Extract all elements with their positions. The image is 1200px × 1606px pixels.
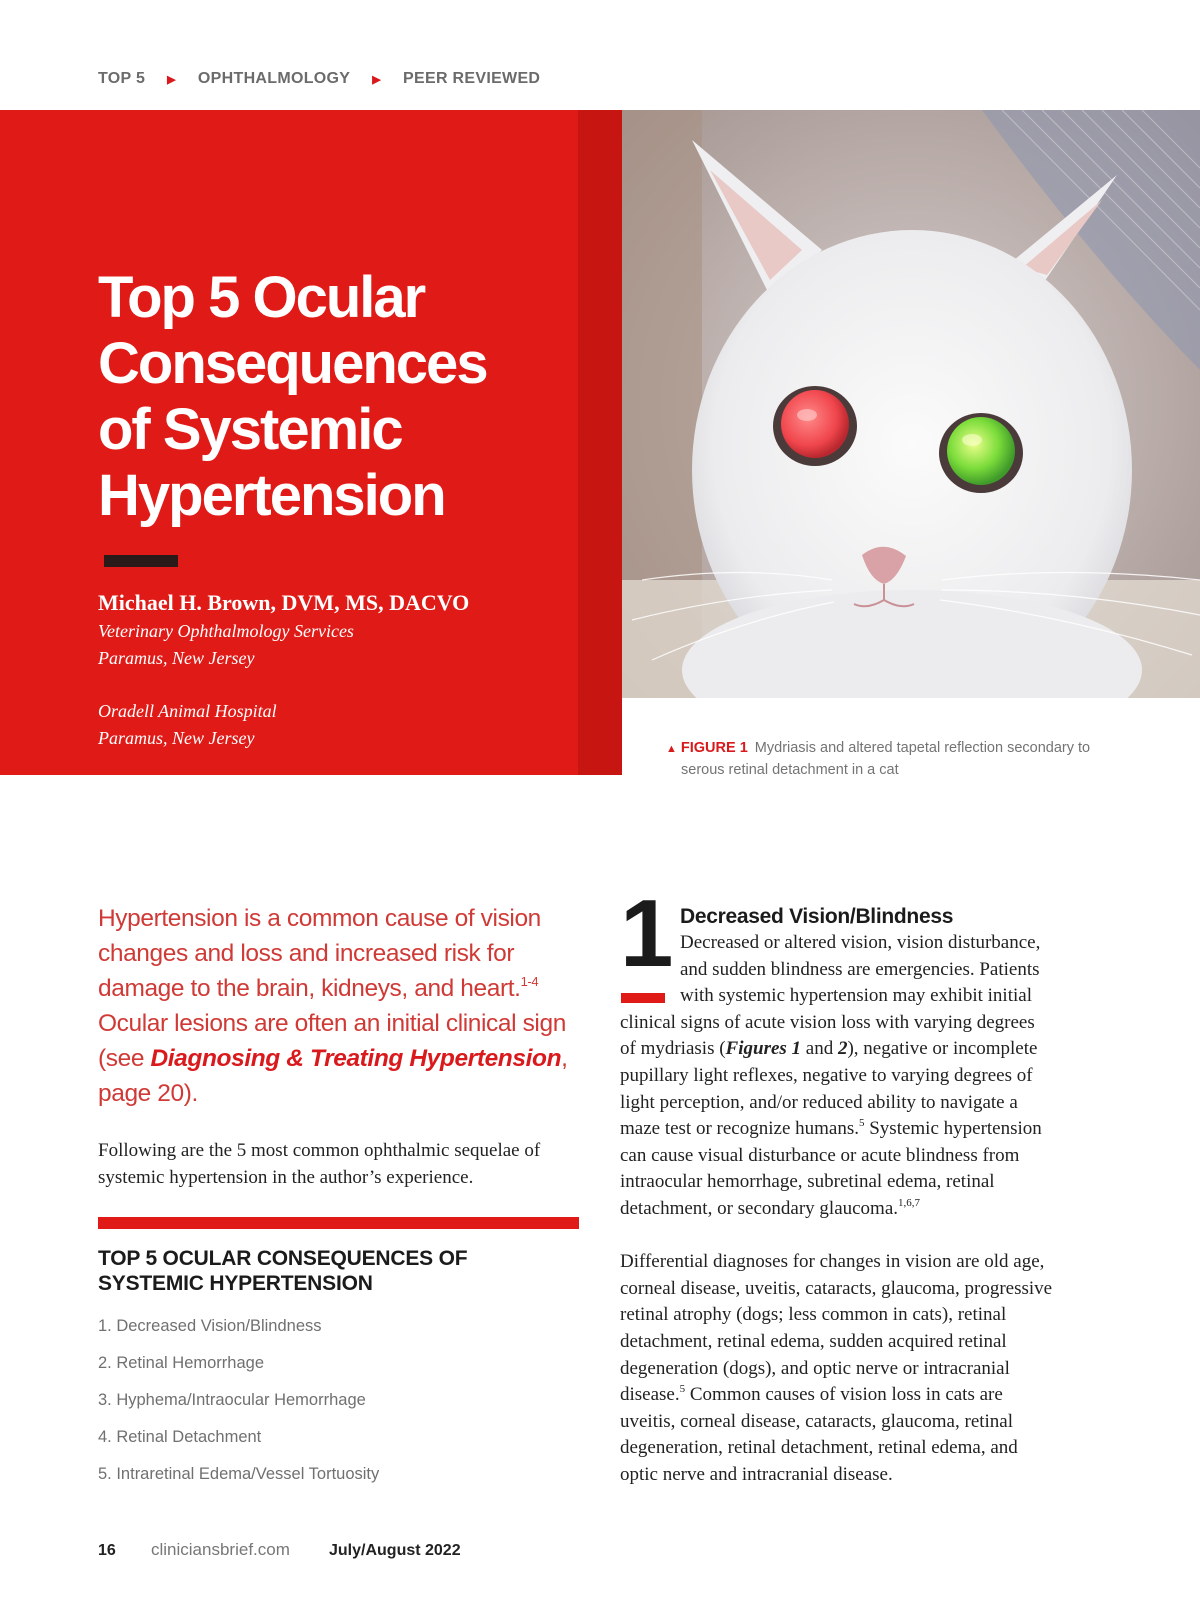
body-line: degeneration (dogs), and optic nerve or intracranial xyxy=(620,1357,1010,1379)
body-line: intraocular hemorrhage, subretinal edema, retinal xyxy=(620,1171,995,1193)
list-item: 4. Retinal Detachment xyxy=(98,1428,262,1446)
body-text: of mydriasis ( xyxy=(620,1038,726,1060)
hero-shade xyxy=(578,110,622,775)
body-line: retinal atrophy (dogs; less common in cats), retinal xyxy=(620,1304,1007,1326)
top5-list xyxy=(98,1315,379,1500)
breadcrumb xyxy=(98,70,540,88)
section-body xyxy=(620,930,1100,1488)
citation: 5 xyxy=(858,1117,865,1130)
title-line: Top 5 Ocular xyxy=(98,265,425,330)
article-title xyxy=(98,265,578,529)
breadcrumb-item-top5: TOP 5 xyxy=(98,70,146,87)
figure-reference: Figures 1 xyxy=(725,1038,802,1060)
triangle-right-icon: ▶ xyxy=(372,73,382,86)
body-line: and sudden blindness are emergencies. Patients xyxy=(680,958,1040,980)
body-line xyxy=(620,1036,1100,1063)
body-line: Decreased or altered vision, vision disturbance, xyxy=(680,932,1041,953)
body-line: Differential diagnoses for changes in vision are old age, xyxy=(620,1251,1045,1273)
cross-reference-link[interactable]: Diagnosing & Treating Hypertension xyxy=(150,1045,562,1072)
body-line xyxy=(620,1382,1100,1409)
body-text: detachment, or secondary glaucoma. xyxy=(620,1197,899,1219)
list-item: 5. Intraretinal Edema/Vessel Tortuosity xyxy=(98,1465,380,1483)
hero-panel xyxy=(0,110,622,775)
body-line: clinical signs of acute vision loss with varying degrees xyxy=(620,1011,1035,1033)
body-text: ), negative or incomplete xyxy=(847,1038,1038,1060)
affiliation-name: Veterinary Ophthalmology Services xyxy=(98,621,354,641)
body-line: pupillary light reflexes, negative to varying degrees of xyxy=(620,1064,1033,1086)
section-number: 1 xyxy=(620,880,671,987)
figure-label: FIGURE 1 xyxy=(680,740,748,756)
issue-date: July/August 2022 xyxy=(329,1542,461,1559)
affiliation-location: Paramus, New Jersey xyxy=(98,648,255,668)
body-line: light perception, and/or reduced ability to navigate a xyxy=(620,1091,1018,1113)
affiliation-name: Oradell Animal Hospital xyxy=(98,701,277,721)
triangle-up-icon: ▲ xyxy=(666,743,677,755)
title-line: of Systemic xyxy=(98,397,402,462)
page-footer xyxy=(98,1540,461,1560)
cat-illustration xyxy=(622,110,1200,698)
title-line: Consequences xyxy=(98,331,487,396)
body-text: disease. xyxy=(620,1384,680,1406)
body-line: degeneration, retinal detachment, retinal edema, and xyxy=(620,1437,1018,1459)
list-item: 1. Decreased Vision/Blindness xyxy=(98,1317,322,1335)
lede-text: , page 20). xyxy=(98,1045,568,1107)
figure-caption xyxy=(666,738,1126,781)
body-line: corneal disease, uveitis, cataracts, glaucoma, progressive xyxy=(620,1277,1053,1299)
body-text: Common causes of vision loss in cats are xyxy=(685,1384,1003,1406)
author-name: Michael H. Brown, DVM, MS, DACVO xyxy=(98,590,470,615)
lede-paragraph xyxy=(98,901,578,1111)
citation: 1,6,7 xyxy=(898,1196,921,1209)
affiliation xyxy=(98,698,277,752)
lede-text: Hypertension is a common cause of vision changes and loss and increased risk for damage to the brain, kidneys, and heart. xyxy=(98,905,541,1002)
body-line: with systemic hypertension may exhibit initial xyxy=(680,985,1032,1007)
body-line xyxy=(620,1116,1100,1143)
title-divider xyxy=(104,555,178,567)
list-item: 2. Retinal Hemorrhage xyxy=(98,1354,264,1372)
caption-text: Mydriasis and altered tapetal reflection secondary to xyxy=(754,740,1091,756)
body-line: uveitis, corneal disease, cataracts, glaucoma, retinal xyxy=(620,1410,1014,1432)
body-line: can cause visual disturbance or acute blindness from xyxy=(620,1144,1020,1166)
lede-text: Ocular lesions are often an initial clinical sign (see xyxy=(98,1010,566,1072)
citation: 1-4 xyxy=(520,974,539,989)
figure-1-photo xyxy=(622,110,1200,698)
section-heading: Decreased Vision/Blindness xyxy=(680,905,954,928)
triangle-right-icon: ▶ xyxy=(167,73,176,86)
body-text: Systemic hypertension xyxy=(864,1118,1042,1140)
breadcrumb-item-peer-reviewed: PEER REVIEWED xyxy=(403,70,541,87)
body-text: maze test or recognize humans. xyxy=(620,1118,859,1140)
figure-reference: 2 xyxy=(837,1038,848,1060)
body-text: and xyxy=(801,1038,838,1060)
caption-text: serous retinal detachment in a cat xyxy=(681,762,899,778)
list-item: 3. Hyphema/Intraocular Hemorrhage xyxy=(98,1391,366,1409)
box-divider xyxy=(98,1217,579,1229)
affiliation-location: Paramus, New Jersey xyxy=(98,728,255,748)
page-number: 16 xyxy=(98,1542,116,1559)
citation: 5 xyxy=(679,1383,686,1396)
body-line xyxy=(620,1196,1100,1223)
paragraph-gap xyxy=(620,1223,1100,1250)
affiliation xyxy=(98,618,354,672)
box-title: TOP 5 OCULAR CONSEQUENCES OF SYSTEMIC HYPERTENSION xyxy=(98,1247,468,1295)
site-link[interactable]: cliniciansbrief.com xyxy=(151,1540,290,1559)
body-line: detachment, retinal edema, sudden acquired retinal xyxy=(620,1330,1007,1352)
body-line: optic nerve and intracranial disease. xyxy=(620,1463,893,1485)
title-line: Hypertension xyxy=(98,463,445,528)
breadcrumb-item-ophthalmology: OPHTHALMOLOGY xyxy=(197,70,351,87)
intro-paragraph: Following are the 5 most common ophthalmic sequelae of systemic hypertension in the author’s experience. xyxy=(98,1140,541,1188)
